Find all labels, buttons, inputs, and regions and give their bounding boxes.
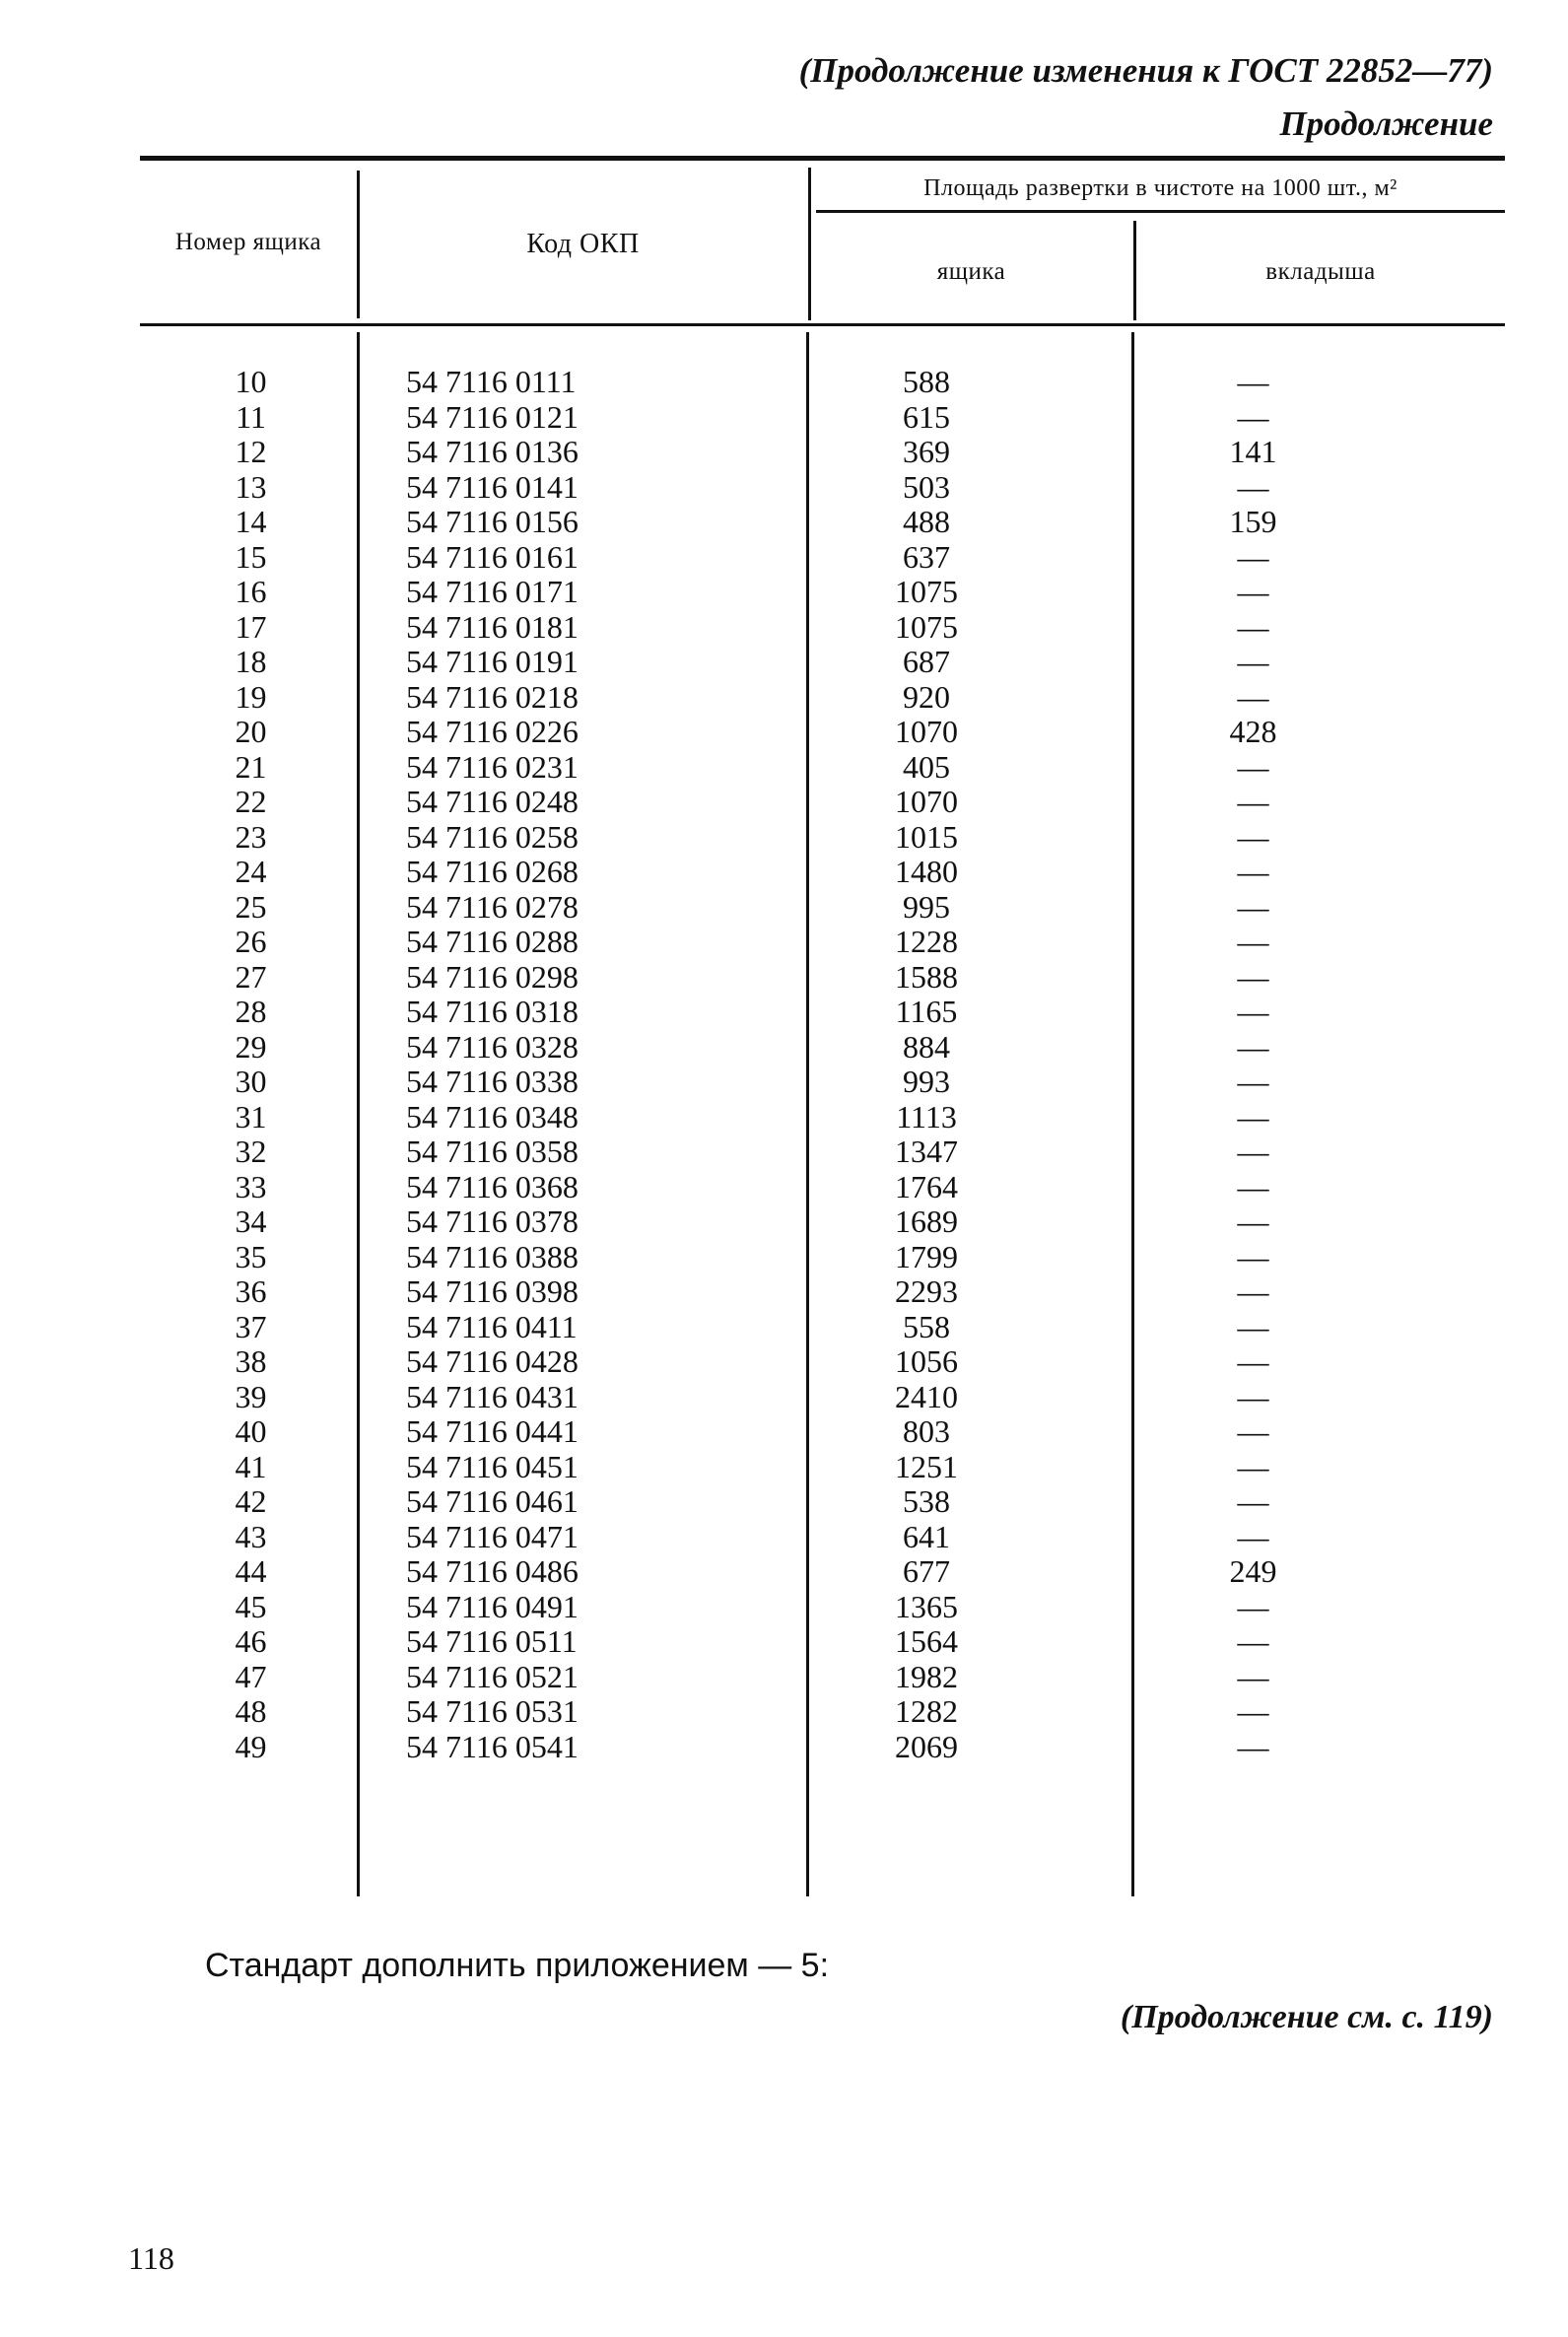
cell-box-area: 1588 — [895, 958, 958, 995]
cell-code: 54 7116 0248 — [406, 784, 579, 819]
cell-insert-area: — — [1237, 1623, 1269, 1659]
table-row — [140, 610, 1505, 646]
cell-number: 42 — [235, 1483, 267, 1519]
cell-number: 36 — [235, 1273, 267, 1309]
table-row — [140, 645, 1505, 680]
cell-number: 29 — [235, 1028, 267, 1065]
cell-insert-area: — — [1237, 1483, 1269, 1519]
cell-box-area: 2069 — [895, 1728, 958, 1764]
cell-insert-area: — — [1237, 468, 1269, 505]
cell-number: 20 — [235, 714, 267, 749]
cell-number: 10 — [235, 364, 267, 399]
cell-box-area: 1165 — [895, 994, 958, 1029]
cell-box-area: 995 — [903, 888, 950, 925]
cell-number: 15 — [235, 538, 267, 575]
cell-number: 17 — [235, 608, 267, 645]
cell-box-area: 1347 — [895, 1134, 958, 1169]
table-row — [140, 1590, 1505, 1625]
cell-number: 43 — [235, 1518, 267, 1554]
cell-number: 26 — [235, 924, 267, 959]
cell-code: 54 7116 0218 — [406, 678, 579, 715]
cell-number: 12 — [235, 434, 267, 469]
cell-number: 16 — [235, 574, 267, 609]
table-row — [140, 1344, 1505, 1380]
cell-code: 54 7116 0358 — [406, 1134, 579, 1169]
cell-number: 14 — [235, 504, 267, 539]
table-row — [140, 890, 1505, 926]
cell-box-area: 1075 — [895, 574, 958, 609]
table-row — [140, 855, 1505, 890]
cell-number: 46 — [235, 1623, 267, 1659]
cell-box-area: 677 — [903, 1553, 950, 1589]
cell-insert-area: — — [1237, 1273, 1269, 1309]
cell-box-area: 1365 — [895, 1588, 958, 1624]
table-row — [140, 960, 1505, 996]
cell-box-area: 637 — [903, 538, 950, 575]
cell-number: 39 — [235, 1378, 267, 1414]
cell-number: 41 — [235, 1448, 267, 1484]
cell-insert-area: — — [1237, 748, 1269, 785]
cell-code: 54 7116 0171 — [406, 574, 579, 609]
cell-code: 54 7116 0398 — [406, 1273, 579, 1309]
table-header-bottom-rule — [140, 323, 1505, 326]
cell-insert-area: — — [1237, 364, 1269, 399]
cell-number: 18 — [235, 644, 267, 679]
cell-code: 54 7116 0141 — [406, 468, 579, 505]
table-row — [140, 365, 1505, 400]
cell-number: 24 — [235, 854, 267, 889]
table-row — [140, 1240, 1505, 1275]
cell-number: 48 — [235, 1693, 267, 1729]
cell-box-area: 1228 — [895, 924, 958, 959]
cell-box-area: 641 — [903, 1518, 950, 1554]
cell-code: 54 7116 0441 — [406, 1413, 579, 1449]
table-row — [140, 1065, 1505, 1100]
cell-box-area: 687 — [903, 644, 950, 679]
table-row — [140, 540, 1505, 576]
cell-insert-area: — — [1237, 1238, 1269, 1274]
table-row — [140, 785, 1505, 820]
cell-code: 54 7116 0231 — [406, 748, 579, 785]
cell-insert-area: — — [1237, 924, 1269, 959]
cell-box-area: 1070 — [895, 714, 958, 749]
col-header-code: Код ОКП — [526, 229, 640, 259]
table-row — [140, 1520, 1505, 1555]
cell-number: 35 — [235, 1238, 267, 1274]
cell-box-area: 558 — [903, 1308, 950, 1344]
cell-code: 54 7116 0298 — [406, 958, 579, 995]
table-row — [140, 1380, 1505, 1415]
cell-box-area: 993 — [903, 1064, 950, 1099]
cell-insert-area: — — [1237, 1203, 1269, 1239]
cell-number: 32 — [235, 1134, 267, 1169]
table-row — [140, 680, 1505, 716]
cell-code: 54 7116 0258 — [406, 818, 579, 855]
table-row — [140, 1030, 1505, 1065]
cell-code: 54 7116 0348 — [406, 1098, 579, 1134]
table-row — [140, 435, 1505, 470]
cell-code: 54 7116 0451 — [406, 1448, 579, 1484]
table-row — [140, 400, 1505, 436]
cell-code: 54 7116 0268 — [406, 854, 579, 889]
table-row — [140, 1730, 1505, 1765]
cell-number: 31 — [235, 1098, 267, 1134]
cell-box-area: 803 — [903, 1413, 950, 1449]
table-row — [140, 750, 1505, 786]
cell-insert-area: — — [1237, 1728, 1269, 1764]
cell-code: 54 7116 0156 — [406, 504, 579, 539]
cell-number: 27 — [235, 958, 267, 995]
table-row — [140, 1204, 1505, 1240]
cell-box-area: 488 — [903, 504, 950, 539]
cell-box-area: 920 — [903, 678, 950, 715]
cell-code: 54 7116 0531 — [406, 1693, 579, 1729]
table-row — [140, 1100, 1505, 1135]
cell-box-area: 1799 — [895, 1238, 958, 1274]
cell-insert-area: — — [1237, 1098, 1269, 1134]
cell-number: 33 — [235, 1168, 267, 1204]
cell-number: 19 — [235, 678, 267, 715]
cell-code: 54 7116 0111 — [406, 364, 577, 399]
cell-code: 54 7116 0388 — [406, 1238, 579, 1274]
cell-box-area: 615 — [903, 398, 950, 435]
cell-insert-area: — — [1237, 678, 1269, 715]
cell-code: 54 7116 0368 — [406, 1168, 579, 1204]
cell-insert-area: — — [1237, 1028, 1269, 1065]
cell-insert-area: — — [1237, 1588, 1269, 1624]
cell-code: 54 7116 0431 — [406, 1378, 579, 1414]
cell-insert-area: — — [1237, 994, 1269, 1029]
table-row — [140, 1134, 1505, 1170]
cell-box-area: 1070 — [895, 784, 958, 819]
cell-insert-area: 428 — [1229, 714, 1277, 749]
table-body — [140, 365, 1505, 1764]
cell-number: 44 — [235, 1553, 267, 1589]
cell-insert-area: — — [1237, 854, 1269, 889]
cell-insert-area: — — [1237, 1448, 1269, 1484]
cell-code: 54 7116 0541 — [406, 1728, 579, 1764]
cell-number: 37 — [235, 1308, 267, 1344]
cell-number: 22 — [235, 784, 267, 819]
cell-box-area: 1282 — [895, 1693, 958, 1729]
cell-box-area: 2410 — [895, 1378, 958, 1414]
cell-insert-area: — — [1237, 888, 1269, 925]
cell-box-area: 1251 — [895, 1448, 958, 1484]
cell-number: 23 — [235, 818, 267, 855]
header-continuation-note: (Продолжение изменения к ГОСТ 22852—77) — [798, 51, 1493, 90]
table-row — [140, 1624, 1505, 1660]
cell-insert-area: — — [1237, 784, 1269, 819]
table-row — [140, 820, 1505, 856]
cell-code: 54 7116 0136 — [406, 434, 579, 469]
cell-insert-area: — — [1237, 1308, 1269, 1344]
table-row — [140, 470, 1505, 506]
cell-code: 54 7116 0486 — [406, 1553, 579, 1589]
cell-code: 54 7116 0338 — [406, 1064, 579, 1099]
cell-code: 54 7116 0328 — [406, 1028, 579, 1065]
cell-box-area: 1564 — [895, 1623, 958, 1659]
cell-box-area: 2293 — [895, 1273, 958, 1309]
cell-code: 54 7116 0121 — [406, 398, 579, 435]
cell-box-area: 1075 — [895, 608, 958, 645]
cell-insert-area: 141 — [1229, 434, 1277, 469]
cell-code: 54 7116 0521 — [406, 1658, 579, 1694]
cell-number: 40 — [235, 1413, 267, 1449]
cell-insert-area: — — [1237, 644, 1269, 679]
col-header-number: Номер ящика — [174, 229, 322, 255]
cell-code: 54 7116 0428 — [406, 1343, 579, 1379]
cell-insert-area: — — [1237, 1134, 1269, 1169]
cell-insert-area: — — [1237, 1168, 1269, 1204]
cell-insert-area: 249 — [1229, 1553, 1277, 1589]
cell-code: 54 7116 0378 — [406, 1203, 579, 1239]
cell-number: 13 — [235, 468, 267, 505]
divider-code-area — [808, 168, 811, 320]
cell-insert-area: — — [1237, 398, 1269, 435]
cell-box-area: 884 — [903, 1028, 950, 1065]
cell-insert-area: — — [1237, 608, 1269, 645]
table-row — [140, 1554, 1505, 1590]
cell-insert-area: — — [1237, 958, 1269, 995]
appendix-note: Стандарт дополнить приложением — 5: — [205, 1947, 830, 1984]
cell-box-area: 588 — [903, 364, 950, 399]
table-row — [140, 1694, 1505, 1730]
cell-number: 28 — [235, 994, 267, 1029]
header-continuation-label: Продолжение — [1279, 104, 1493, 143]
cell-code: 54 7116 0161 — [406, 538, 579, 575]
table-row — [140, 1414, 1505, 1450]
col-header-box: ящика — [936, 258, 1006, 285]
table-header-sub-rule — [816, 210, 1505, 213]
table-row — [140, 505, 1505, 540]
cell-box-area: 405 — [903, 748, 950, 785]
table-row — [140, 1274, 1505, 1310]
table-row — [140, 575, 1505, 610]
cell-insert-area: — — [1237, 1658, 1269, 1694]
table-row — [140, 995, 1505, 1030]
cell-number: 30 — [235, 1064, 267, 1099]
table-row — [140, 1450, 1505, 1485]
cell-code: 54 7116 0191 — [406, 644, 579, 679]
cell-code: 54 7116 0411 — [406, 1308, 578, 1344]
cell-insert-area: — — [1237, 1064, 1269, 1099]
cell-code: 54 7116 0278 — [406, 888, 579, 925]
cell-box-area: 1689 — [895, 1203, 958, 1239]
cell-number: 11 — [236, 398, 266, 435]
table-row — [140, 1170, 1505, 1205]
cell-number: 49 — [235, 1728, 267, 1764]
table-row — [140, 1310, 1505, 1345]
cell-number: 21 — [235, 748, 267, 785]
cell-insert-area: — — [1237, 1693, 1269, 1729]
table-top-rule — [140, 156, 1505, 161]
cell-insert-area: — — [1237, 1413, 1269, 1449]
col-header-insert: вкладыша — [1265, 258, 1376, 285]
table-row — [140, 715, 1505, 750]
cell-code: 54 7116 0471 — [406, 1518, 579, 1554]
cell-number: 45 — [235, 1588, 267, 1624]
table-row — [140, 1660, 1505, 1695]
cell-insert-area: — — [1237, 818, 1269, 855]
cell-box-area: 1056 — [895, 1343, 958, 1379]
table-row — [140, 1484, 1505, 1520]
cell-number: 47 — [235, 1658, 267, 1694]
cell-insert-area: — — [1237, 1518, 1269, 1554]
page-number: 118 — [128, 2240, 174, 2276]
cell-number: 34 — [235, 1203, 267, 1239]
cell-number: 38 — [235, 1343, 267, 1379]
footer-continuation: (Продолжение см. с. 119) — [1120, 1999, 1493, 2035]
cell-box-area: 1480 — [895, 854, 958, 889]
cell-insert-area: — — [1237, 574, 1269, 609]
cell-code: 54 7116 0461 — [406, 1483, 579, 1519]
cell-box-area: 1015 — [895, 818, 958, 855]
table-row — [140, 925, 1505, 960]
cell-code: 54 7116 0511 — [406, 1623, 578, 1659]
cell-box-area: 1113 — [896, 1098, 957, 1134]
cell-box-area: 538 — [903, 1483, 950, 1519]
cell-box-area: 369 — [903, 434, 950, 469]
cell-insert-area: 159 — [1229, 504, 1277, 539]
cell-code: 54 7116 0226 — [406, 714, 579, 749]
cell-code: 54 7116 0491 — [406, 1588, 579, 1624]
cell-box-area: 1764 — [895, 1168, 958, 1204]
cell-insert-area: — — [1237, 1343, 1269, 1379]
cell-box-area: 1982 — [895, 1658, 958, 1694]
cell-code: 54 7116 0181 — [406, 608, 579, 645]
cell-code: 54 7116 0288 — [406, 924, 579, 959]
cell-code: 54 7116 0318 — [406, 994, 579, 1029]
cell-insert-area: — — [1237, 1378, 1269, 1414]
cell-box-area: 503 — [903, 468, 950, 505]
col-header-area-group: Площадь развертки в чистоте на 1000 шт., м² — [923, 175, 1398, 201]
cell-number: 25 — [235, 888, 267, 925]
cell-insert-area: — — [1237, 538, 1269, 575]
